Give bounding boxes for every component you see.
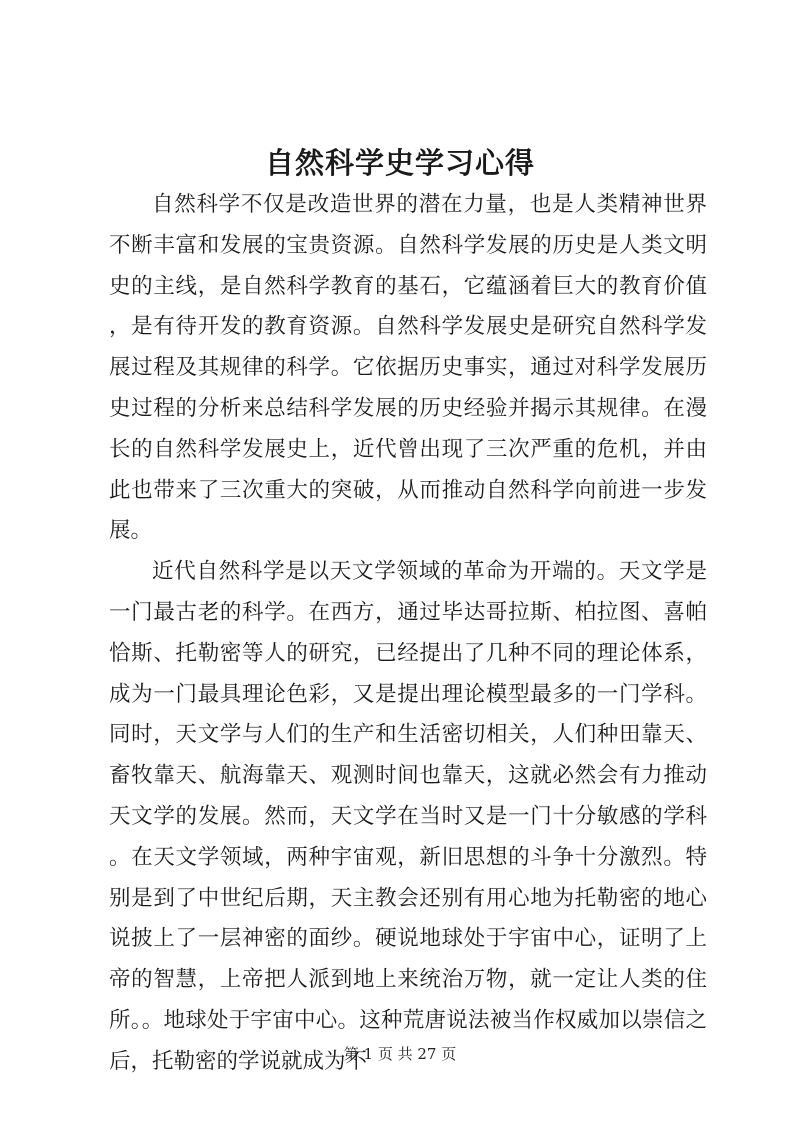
- paragraph-2: 近代自然科学是以天文学领域的革命为开端的。天文学是一门最古老的科学。在西方，通过毕达哥拉斯、柏拉图、喜帕恰斯、托勒密等人的研究，已经提出了几种不同的理论体系，成为一门最具理论色彩，又是提出理论模型最多的一门学科。同时，天文学与人们的生产和生活密切相关，人们种田靠天、畜牧靠天、航海靠天、观测时间也靠天，这就必然会有力推动天文学的发展。然而，天文学在当时又是一门十分敏感的学科。在天文学领域，两种宇宙观，新旧思想的斗争十分激烈。特别是到了中世纪后期，天主教会还别有用心地为托勒密的地心说披上了一层神密的面纱。硬说地球处于宇宙中心，证明了上帝的智慧，上帝把人派到地上来统治万物，就一定让人类的住所。。地球处于宇宙中心。这种荒唐说法被当作权威加以崇信之后，托勒密的学说就成为不: [109, 559, 707, 1074]
- document-body: [109, 185, 707, 1083]
- page-number-footer: 第 1 页 共 27 页: [343, 1045, 457, 1063]
- paragraph-1: 自然科学不仅是改造世界的潜在力量，也是人类精神世界不断丰富和发展的宝贵资源。自然科学发展的历史是人类文明史的主线，是自然科学教育的基石，它蕴涵着巨大的教育价值，是有待开发的教育资源。自然科学发展史是研究自然科学发展过程及其规律的科学。它依据历史事实，通过对科学发展历史过程的分析来总结科学发展的历史经验并揭示其规律。在漫长的自然科学发展史上，近代曾出现了三次严重的危机，并由此也带来了三次重大的突破，从而推动自然科学向前进一步发展。: [109, 192, 707, 544]
- document-title: 自然科学史学习心得: [264, 146, 535, 180]
